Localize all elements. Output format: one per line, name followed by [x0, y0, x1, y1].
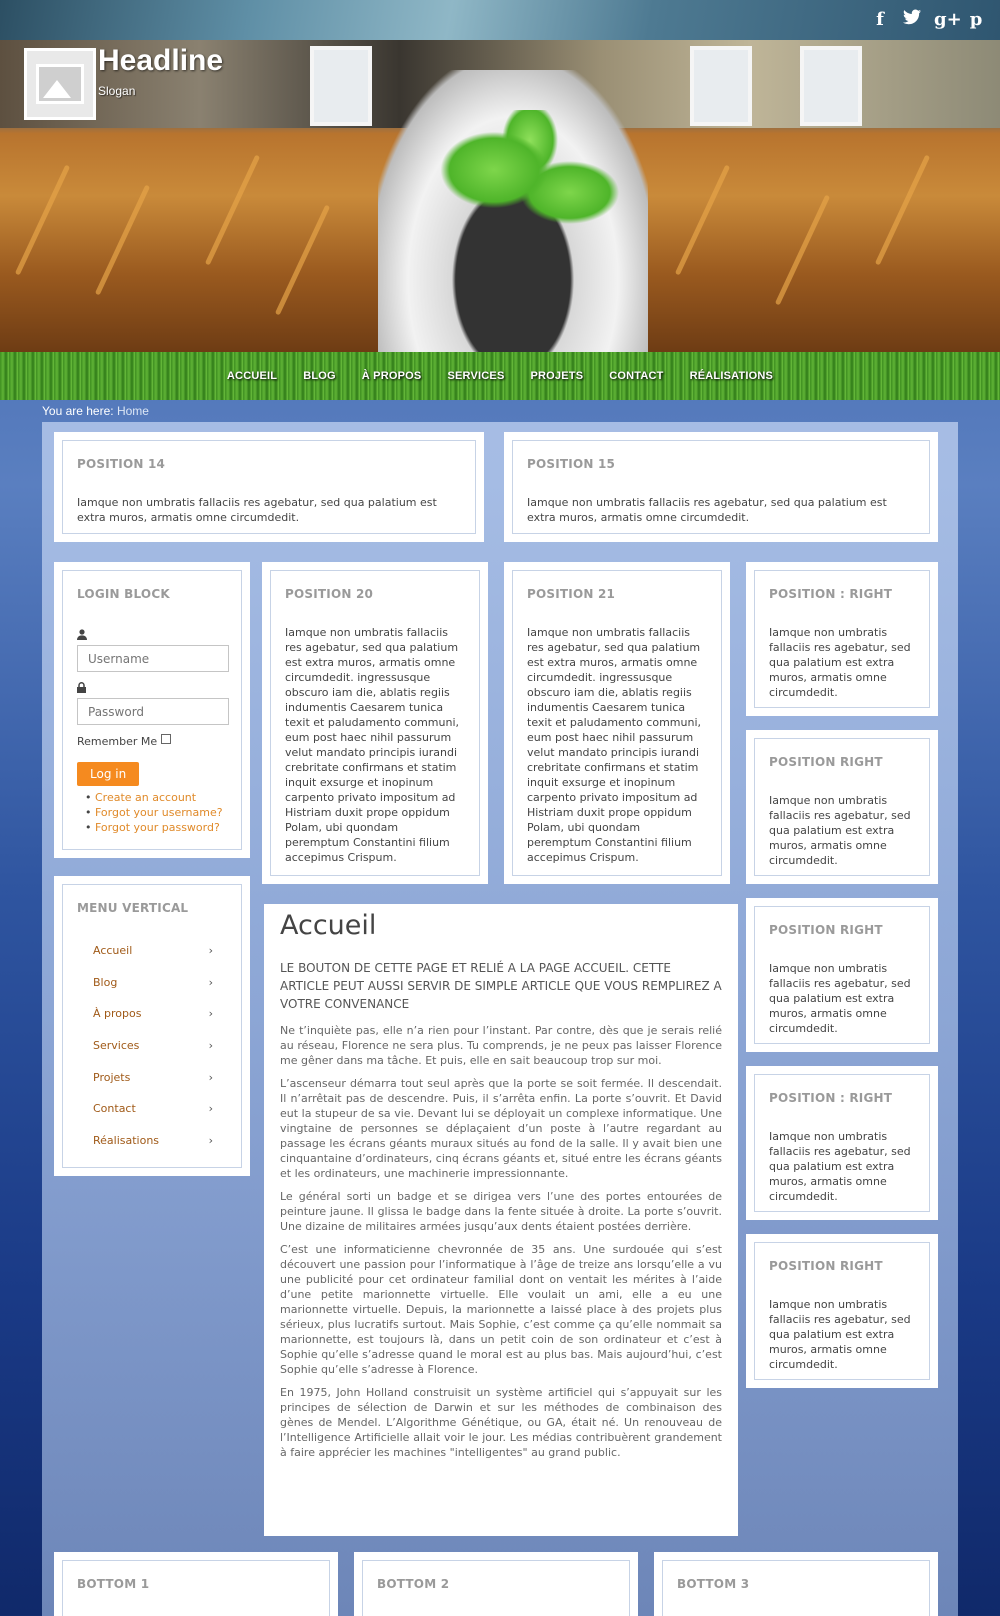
main-nav	[0, 352, 1000, 400]
vertical-menu	[77, 935, 227, 1156]
header-banner	[0, 40, 1000, 352]
module-title: POSITION RIGHT	[769, 923, 883, 937]
banner-window	[690, 46, 752, 126]
chevron-right-icon: ›	[208, 1070, 213, 1084]
site-headline[interactable]: Headline	[98, 44, 224, 77]
article-intro: LE BOUTON DE CETTE PAGE ET RELIÉ A LA PAGE ACCUEIL. CETTE ARTICLE PEUT AUSSI SERVIR DE SIMPLE ARTICLE QUE VOUS REMPLIREZ A VOTRE CONVENANCE	[280, 961, 722, 1011]
position-right-module	[746, 898, 938, 1052]
seedling-image	[440, 110, 620, 260]
nav-item-contact[interactable]: CONTACT	[609, 370, 664, 382]
module-title: POSITION RIGHT	[769, 1259, 883, 1273]
vmenu-item-projets[interactable]	[79, 1061, 227, 1093]
module-text: Iamque non umbratis fallaciis res agebatur, sed qua palatium est extra muros, armatis omne circumdedit.	[769, 626, 911, 699]
menu-vertical-module	[54, 876, 250, 1176]
vmenu-item-contact[interactable]	[79, 1093, 227, 1125]
module-text: Iamque non umbratis fallaciis res agebatur, sed qua palatium est extra muros, armatis omne circumdedit.	[77, 496, 437, 524]
banner-window	[800, 46, 862, 126]
module-title: POSITION RIGHT	[769, 755, 883, 769]
remember-me-label: Remember Me	[77, 735, 158, 748]
vmenu-item-label: Projets	[93, 1070, 131, 1084]
remember-me-checkbox[interactable]	[161, 734, 171, 744]
site-logo[interactable]	[24, 48, 96, 120]
breadcrumb-prefix: You are here:	[42, 404, 114, 418]
position-right-module	[746, 730, 938, 884]
module-text: Iamque non umbratis fallaciis res agebatur, sed qua palatium est extra muros, armatis omne circumdedit.	[769, 1298, 911, 1371]
nav-item-services[interactable]: SERVICES	[447, 370, 505, 382]
module-text: Iamque non umbratis fallaciis res agebatur, sed qua palatium est extra muros, armatis omne circumdedit.	[769, 962, 911, 1035]
module-title: POSITION 20	[285, 587, 374, 601]
nav-item-a-propos[interactable]: À PROPOS	[361, 370, 422, 382]
vmenu-item-label: Blog	[93, 975, 118, 989]
lock-glyph	[77, 682, 86, 693]
module-title: POSITION 21	[527, 587, 616, 601]
vmenu-item-label: À propos	[93, 1007, 142, 1021]
user-glyph	[77, 629, 87, 640]
vmenu-item-label: Réalisations	[93, 1133, 160, 1147]
position-15-module	[504, 432, 938, 542]
nav-item-accueil[interactable]: ACCUEIL	[226, 370, 278, 382]
twitter-bird-glyph	[903, 9, 921, 25]
chevron-right-icon: ›	[208, 975, 213, 989]
module-text: Iamque non umbratis fallaciis res agebatur, sed qua palatium est extra muros, armatis omne circumdedit.	[769, 1130, 911, 1203]
article-paragraph: Le général sorti un badge et se dirigea vers l’une des portes entourées de peinture jaune. Il glissa le badge dans la fente située à droite. La porte s’ouvrit. Une dizaine de militaires armées jusqu’aux dents étaient postées derrière.	[280, 1190, 722, 1233]
module-title: LOGIN BLOCK	[77, 587, 170, 601]
article-paragraph: En 1975, John Holland construisit un système artificiel qui s’appuyait sur les principes de sélection de Darwin et sur les méthodes de combinaison des gènes de Mendel. L’Algorithme Génétique, ou GA, était né. Un renouveau de l’Intelligence Artificielle allait voir le jour. Les médias contribuèrent grandement à faire apprécier les machines "intelligentes" au grand public.	[280, 1386, 722, 1459]
main-article	[264, 904, 738, 1536]
nav-item-realisations[interactable]: RÉALISATIONS	[689, 370, 774, 382]
nav-item-blog[interactable]: BLOG	[303, 370, 336, 382]
forgot-username-link[interactable]: • Forgot your username?	[85, 805, 227, 820]
wheat-stalk	[775, 195, 830, 306]
google-plus-icon[interactable]: g+	[934, 9, 962, 30]
article-paragraph: C’est une informaticienne chevronnée de 35 ans. Une surdouée qui s’est découvert une passion pour l’informatique à l’âge de treize ans lorsqu’elle a vu une publicité pour cet ordinateur familial dont on ventait les mérites à l’aide d’une petite marionnette virtuelle. Elle voulait un ami, elle a eu une marionnette virtuelle. Depuis, la marionnette a laissé place à des projets plus sérieux, plus lucratifs surtout. Mais Sophie, c’est comme ça qu’elle nommait sa marionnette, est toujours là, dans un petit coin de son ordinateur et c’est à Sophie qu’elle s’adresse quand le moral est au plus bas. Mais aujourd’hui, c’est Sophie qu’elle s’adresse à Florence.	[280, 1243, 722, 1376]
module-title: BOTTOM 3	[677, 1577, 750, 1591]
module-title: POSITION 15	[527, 457, 616, 471]
position-14-module	[54, 432, 484, 542]
position-right-module	[746, 1066, 938, 1220]
chevron-right-icon: ›	[208, 1133, 213, 1147]
chevron-right-icon: ›	[208, 1007, 213, 1021]
position-20-module	[262, 562, 488, 884]
article-title[interactable]: Accueil	[280, 910, 377, 941]
chevron-right-icon: ›	[208, 1102, 213, 1116]
vmenu-item-label: Accueil	[93, 944, 133, 958]
bottom-3-module	[654, 1552, 938, 1616]
article-paragraph: L’ascenseur démarra tout seul après que la porte se soit fermée. Il descendait. Il n’arrêtait pas de descendre. Puis, il s’arrêta enfin. La porte s’ouvrit. Et David eut la stupeur de sa vie. Devant lui se déployait un complexe informatique. Une vingtaine de personnes se déplaçaient d’un poste à l’autre regardant au passage les écrans géants muraux situés au fond de la salle. Il y avait bien une cinquantaine d’ordinateurs, cinq écrans géants et, situé entre les écrans géants et les ordinateurs, une machinerie impressionnante.	[280, 1077, 722, 1180]
position-right-module	[746, 1234, 938, 1388]
module-text: Iamque non umbratis fallaciis res agebatur, sed qua palatium est extra muros, armatis omne circumdedit.	[527, 496, 887, 524]
chevron-right-icon: ›	[208, 1039, 213, 1053]
social-links	[870, 9, 986, 31]
vmenu-item-realisations[interactable]	[79, 1125, 227, 1157]
breadcrumb	[42, 404, 149, 418]
login-button[interactable]: Log in	[77, 762, 139, 786]
position-21-module	[504, 562, 730, 884]
login-links	[77, 790, 227, 835]
position-right-module	[746, 562, 938, 716]
module-text: Iamque non umbratis fallaciis res agebatur, sed qua palatium est extra muros, armatis omne circumdedit. ingressusque obscuro iam die, ablatis regiis indumentis Caesarem tunica texit et paludamento communi, eum post haec nihil passurum velut mandato principis iurandi crebritate confirmans et statim inquit exsurge et inopinum carpento privato impositum ad Histriam duxit prope oppidum Polam, ubi quondam peremptum Constantini filium accepimus Crispum.	[285, 626, 460, 864]
wheat-stalk	[675, 165, 730, 276]
content-wrapper	[42, 422, 958, 1616]
vmenu-item-blog[interactable]	[79, 967, 227, 999]
module-title: POSITION 14	[77, 457, 166, 471]
pinterest-icon[interactable]: p	[969, 9, 983, 30]
forgot-password-link[interactable]: • Forgot your password?	[85, 820, 227, 835]
site-slogan: Slogan	[98, 84, 136, 98]
username-input[interactable]	[77, 645, 229, 672]
create-account-link[interactable]: • Create an account	[85, 790, 227, 805]
facebook-icon[interactable]: f	[876, 9, 884, 30]
vmenu-item-accueil[interactable]	[79, 935, 227, 967]
remember-me-row	[77, 735, 227, 748]
wheat-stalk	[95, 185, 150, 296]
vmenu-item-label: Contact	[93, 1102, 136, 1116]
image-placeholder-icon	[36, 64, 84, 104]
module-title: POSITION : RIGHT	[769, 587, 893, 601]
password-input[interactable]	[77, 698, 229, 725]
vmenu-item-label: Services	[93, 1039, 140, 1053]
twitter-icon[interactable]	[902, 9, 922, 31]
wheat-stalk	[15, 165, 70, 276]
nav-item-projets[interactable]: PROJETS	[530, 370, 584, 382]
module-title: MENU VERTICAL	[77, 901, 189, 915]
bottom-2-module	[354, 1552, 638, 1616]
vmenu-item-a-propos[interactable]	[79, 998, 227, 1030]
banner-window	[310, 46, 372, 126]
login-module	[54, 562, 250, 858]
article-paragraph: Ne t’inquiète pas, elle n’a rien pour l’instant. Par contre, dès que je serais relié au réseau, Florence ne sera plus. Tu comprends, je ne peux pas laisser Florence me gêner dans ma tâche. Et puis, elle en sait beaucoup trop sur moi.	[280, 1024, 722, 1067]
module-title: BOTTOM 1	[77, 1577, 150, 1591]
breadcrumb-current[interactable]: Home	[116, 404, 149, 418]
wheat-stalk	[205, 155, 260, 266]
vmenu-item-services[interactable]	[79, 1030, 227, 1062]
top-bar	[0, 0, 1000, 40]
module-title: POSITION : RIGHT	[769, 1091, 893, 1105]
module-title: BOTTOM 2	[377, 1577, 450, 1591]
lock-icon	[77, 682, 227, 696]
chevron-right-icon: ›	[208, 944, 213, 958]
module-text: Iamque non umbratis fallaciis res agebatur, sed qua palatium est extra muros, armatis omne circumdedit. ingressusque obscuro iam die, ablatis regiis indumentis Caesarem tunica texit et paludamento communi, eum post haec nihil passurum velut mandato principis iurandi crebritate confirmans et statim inquit exsurge et inopinum carpento privato impositum ad Histriam duxit prope oppidum Polam, ubi quondam peremptum Constantini filium accepimus Crispum.	[527, 626, 702, 864]
user-icon	[77, 629, 227, 643]
wheat-stalk	[875, 155, 930, 266]
wheat-stalk	[275, 205, 330, 316]
bottom-1-module	[54, 1552, 338, 1616]
module-text: Iamque non umbratis fallaciis res agebatur, sed qua palatium est extra muros, armatis omne circumdedit.	[769, 794, 911, 867]
